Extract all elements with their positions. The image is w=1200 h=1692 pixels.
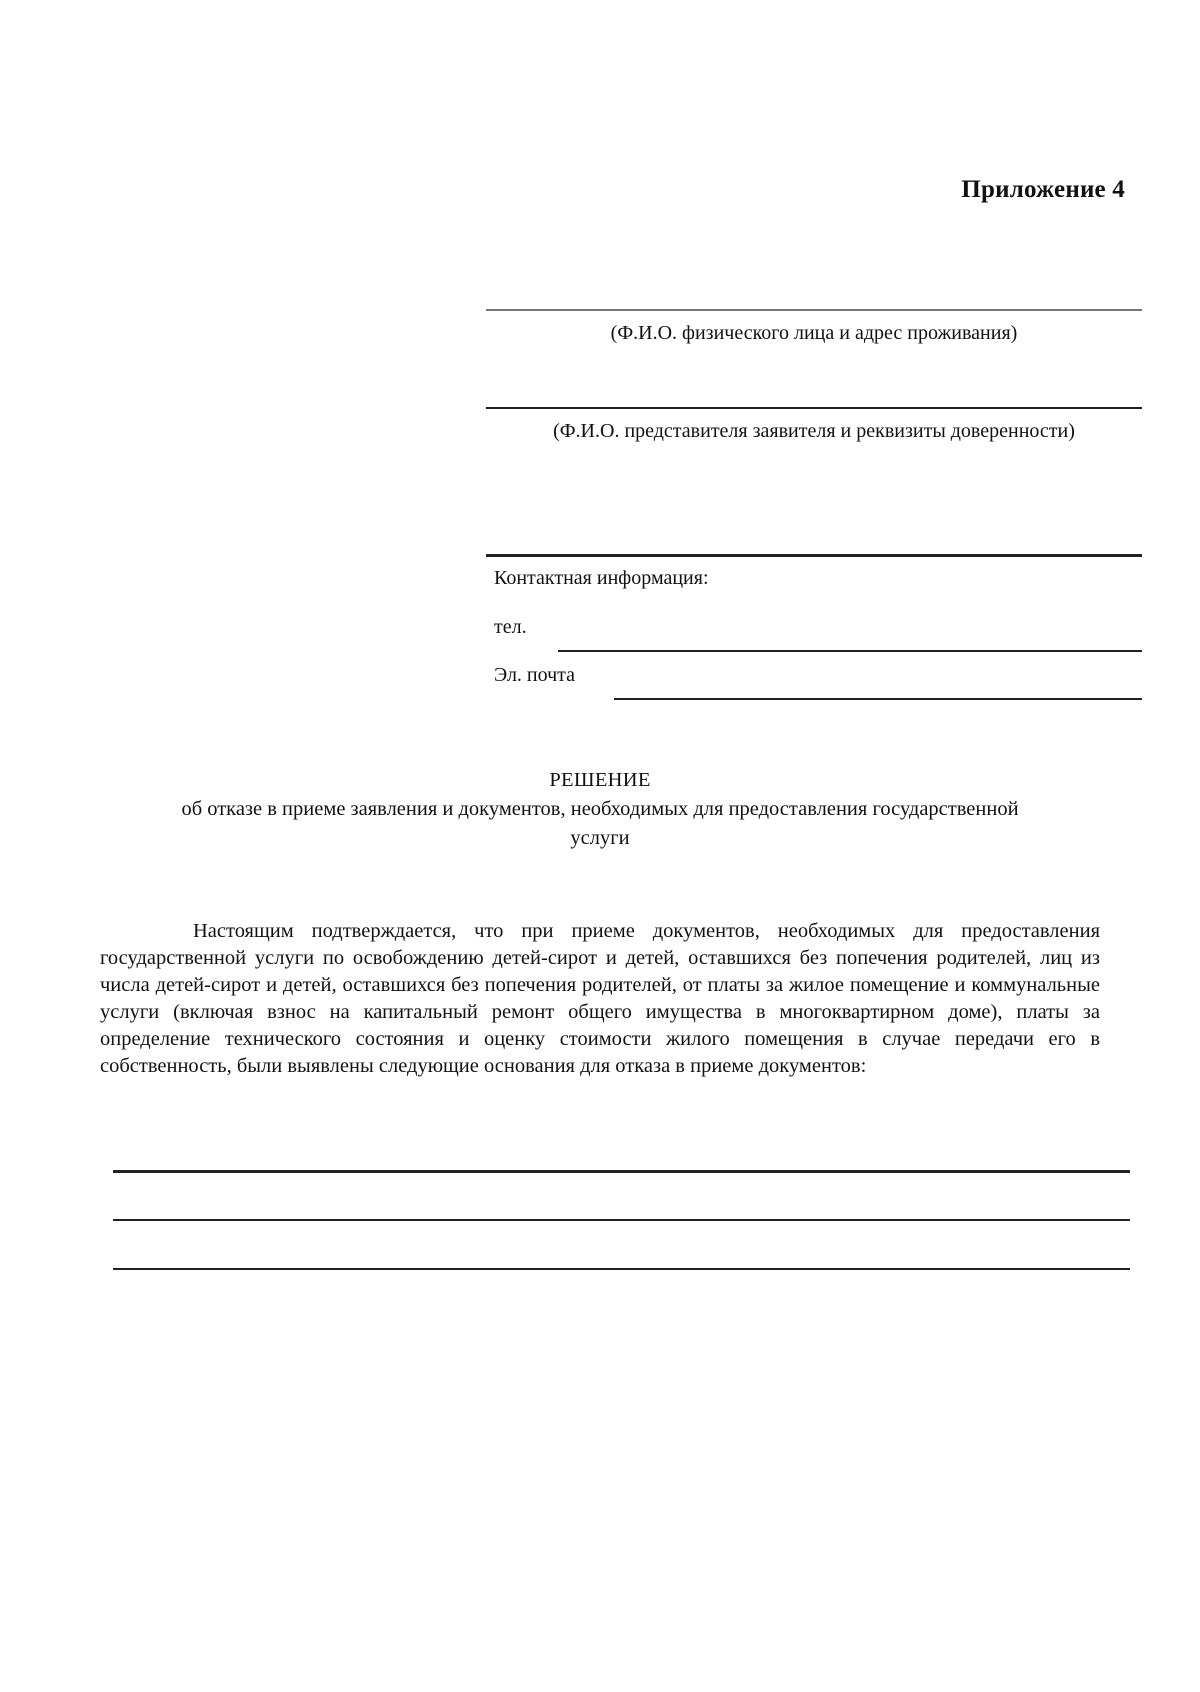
representative-caption: (Ф.И.О. представителя заявителя и реквизиты доверенности) [553, 420, 1075, 442]
contact-info-label: Контактная информация: [494, 567, 709, 589]
appendix-label: Приложение 4 [961, 176, 1125, 203]
reason-line [113, 1268, 1130, 1270]
email-line [614, 698, 1142, 700]
applicant-name-line [486, 309, 1142, 311]
phone-line [558, 650, 1142, 652]
decision-title: РЕШЕНИЕ [549, 769, 651, 791]
reason-line [113, 1170, 1130, 1173]
representative-line [486, 407, 1142, 409]
contact-separator-line [486, 554, 1142, 557]
decision-heading [0, 766, 1200, 853]
email-label: Эл. почта [494, 664, 576, 686]
applicant-caption: (Ф.И.О. физического лица и адрес проживания) [610, 322, 1018, 344]
decision-subtitle: об отказе в приеме заявления и документов, необходимых для предоставления государственной услуги [181, 798, 1019, 849]
phone-label: тел. [494, 616, 527, 638]
body-paragraph: Настоящим подтверждается, что при приеме документов, необходимых для предоставления государственной услуги по освобождению детей-сирот и детей, оставшихся без попечения родителей, лиц из числа детей-сирот и детей, оставшихся без попечения родителей, от платы за жилое помещение и коммунальные услуги (включая взнос на капитальный ремонт общего имущества в многоквартирном доме), платы за определение технического состояния и оценку стоимости жилого помещения в случае передачи его в собственность, были выявлены следующие основания для отказа в приеме документов: [100, 920, 1100, 1077]
reason-line [113, 1219, 1130, 1221]
